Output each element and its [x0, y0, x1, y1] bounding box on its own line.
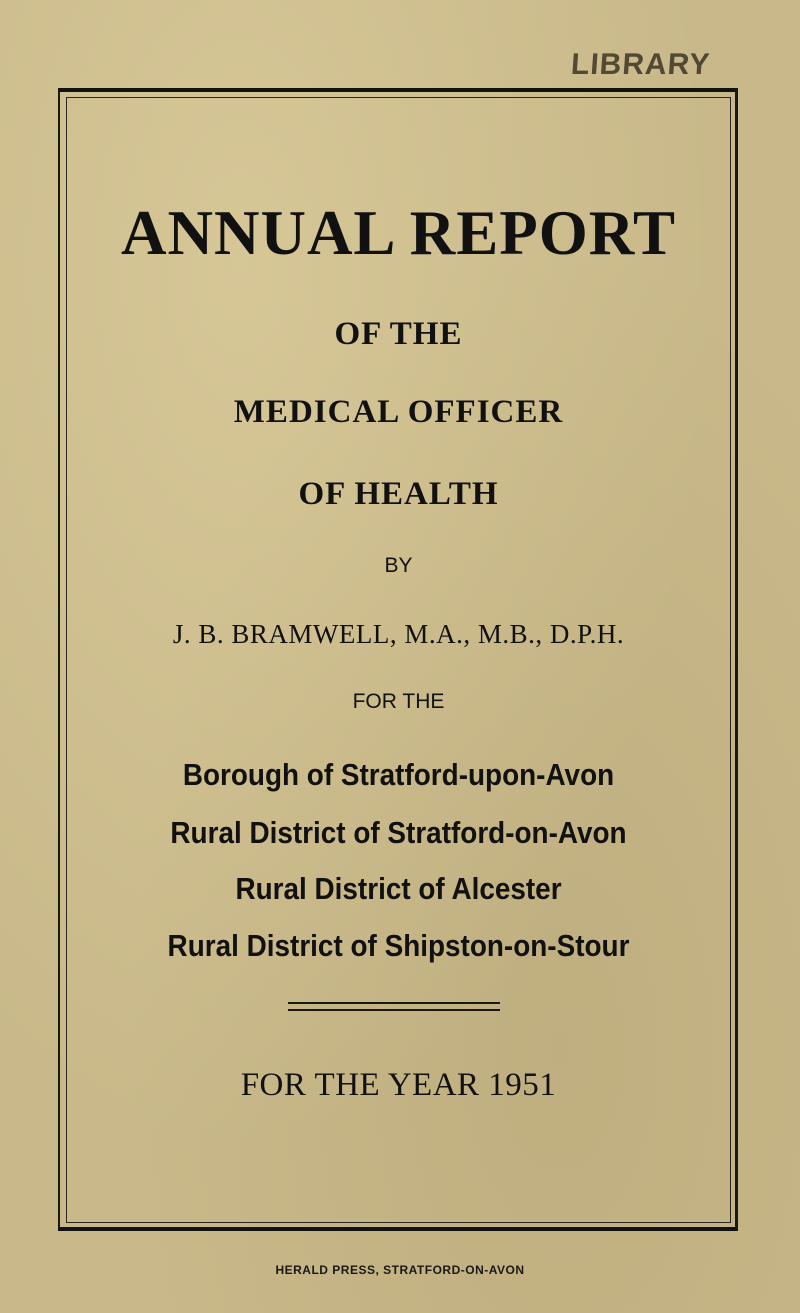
- library-stamp: LIBRARY: [569, 48, 712, 81]
- report-title: ANNUAL REPORT: [120, 198, 677, 268]
- printer-imprint: HERALD PRESS, STRATFORD-ON-AVON: [275, 1263, 525, 1277]
- author-name: J. B. BRAMWELL, M.A., M.B., D.P.H.: [172, 619, 625, 649]
- divider-rule: [288, 1009, 500, 1011]
- by-label: BY: [384, 554, 413, 577]
- subtitle-of-health: OF HEALTH: [298, 476, 499, 512]
- district-line: Rural District of Stratford-on-Avon: [170, 815, 627, 850]
- district-line: Rural District of Alcester: [235, 871, 562, 906]
- district-line: Borough of Stratford-upon-Avon: [182, 757, 615, 792]
- for-the-label: FOR THE: [352, 690, 445, 713]
- district-line: Rural District of Shipston-on-Stour: [167, 928, 630, 963]
- divider-rule: [288, 1002, 500, 1004]
- subtitle-medical-officer: MEDICAL OFFICER: [233, 394, 564, 430]
- report-year: FOR THE YEAR 1951: [240, 1067, 557, 1103]
- subtitle-of-the: OF THE: [334, 316, 463, 352]
